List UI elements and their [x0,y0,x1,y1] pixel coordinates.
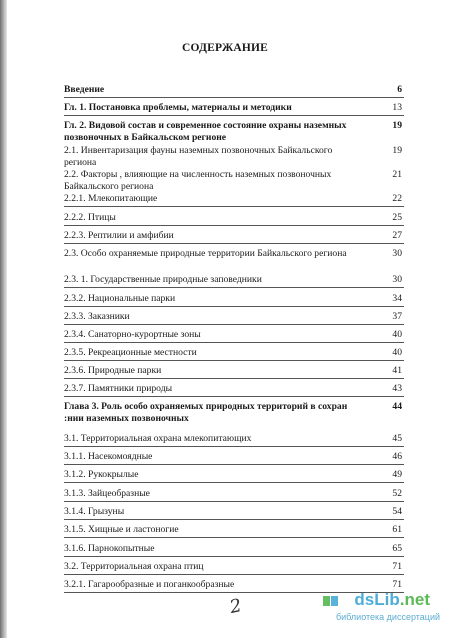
toc-page-number: 34 [392,293,402,304]
divider-line [64,378,404,379]
toc-page-number: 45 [392,433,402,444]
toc-page-number: 71 [392,579,402,590]
toc-page-number: 65 [392,543,402,554]
watermark-caption: библиотека диссертаций [335,612,440,622]
toc-page-number: 27 [392,230,402,241]
toc-page-number: 25 [392,212,402,223]
divider-line [64,243,404,244]
toc-page-number: 54 [392,506,402,517]
toc-entry-2-2: 2.2. Факторы , влияющие на численность наземных позвоночных Байкальского региона 21 [64,169,402,192]
toc-entry-3-1: 3.1. Территориальная охрана млекопитающих 45 [64,433,402,444]
toc-entry-2-3-7: 2.3.7. Памятники природы 43 [64,383,402,394]
toc-page-number: 30 [392,274,402,285]
watermark-logo: dsLib.net [354,590,430,609]
toc-entry-3-1-1: 3.1.1. Насекомоядные 46 [64,451,402,462]
handwritten-page-number: 2 [227,595,244,618]
divider-line [64,306,404,307]
divider-line [64,287,404,288]
toc-entry-2-3-6: 2.3.6. Природные парки 41 [64,365,402,376]
toc-entry-2-3-1: 2.3. 1. Государственные природные заповедники 30 [64,274,402,285]
toc-entry-2-3: 2.3. Особо охраняемые природные территории Байкальского региона 30 [64,248,402,259]
divider-line [64,97,404,98]
toc-entry-chapter-1: Гл. 1. Постановка проблемы, материалы и методики 13 [64,102,402,113]
divider-line [64,206,404,207]
toc-entry-2-2-2: 2.2.2. Птицы 25 [64,212,402,223]
toc-entry-2-3-4: 2.3.4. Санаторно-курортные зоны 40 [64,329,402,340]
toc-entry-2-3-5: 2.3.5. Рекреационные местности 40 [64,347,402,358]
divider-line [64,556,404,557]
toc-page-number: 52 [392,488,402,499]
toc-entry-3-1-2: 3.1.2. Рукокрылые 49 [64,469,402,480]
toc-page-number: 30 [392,248,402,259]
divider-line [64,396,404,397]
divider-line [64,115,404,116]
divider-line [64,482,404,483]
toc-entry-3-2-1: 3.2.1. Гагарообразные и поганкообразные 71 [64,579,402,590]
toc-entry-2-2-1: 2.2.1. Млекопитающие 22 [64,193,402,204]
toc-page-number: 21 [392,169,402,180]
divider-line [64,574,404,575]
divider-line [64,519,404,520]
toc-page-number: 40 [392,329,402,340]
toc-page-number: 22 [392,193,402,204]
document-title: СОДЕРЖАНИЕ [181,42,269,54]
divider-line [64,446,404,447]
toc-entry-3-1-4: 3.1.4. Грызуны 54 [64,506,402,517]
divider-line [64,324,404,325]
toc-entry-3-2: 3.2. Территориальная охрана птиц 71 [64,561,402,572]
divider-line [64,537,404,538]
divider-line [64,342,404,343]
toc-page-number: 40 [392,347,402,358]
divider-line [64,360,404,361]
toc-page-number: 6 [397,84,402,95]
toc-entry-2-3-2: 2.3.2. Национальные парки 34 [64,293,402,304]
toc-entry-3-1-3: 3.1.3. Зайцеобразные 52 [64,488,402,499]
toc-page-number: 19 [392,145,402,156]
toc-page-number: 19 [392,120,402,131]
dslib-watermark [330,590,442,630]
toc-entry-chapter-3: Глава 3. Роль особо охраняемых природных территорий в сохран :нии наземных позвоночных 44 [64,401,402,424]
toc-entry-2-1: 2.1. Инвентаризация фауны наземных позвоночных Байкальского региона 19 [64,145,402,168]
toc-entry-3-1-5: 3.1.5. Хищные и ластоногие 61 [64,524,402,535]
divider-line [64,501,404,502]
toc-entry-chapter-2: Гл. 2. Видовой состав и современное состояние охраны наземных позвоночных в Байкальском регионе 19 [64,120,402,143]
toc-entry-introduction: Введение 6 [64,84,402,95]
dslib-logo-icon [322,594,340,608]
toc-page-number: 37 [392,311,402,322]
toc-page-number: 41 [392,365,402,376]
toc-page-number: 43 [392,383,402,394]
toc-entry-3-1-6: 3.1.6. Парнокопытные 65 [64,543,402,554]
toc-page-number: 61 [392,524,402,535]
toc-entry-2-3-3: 2.3.3. Заказники 37 [64,311,402,322]
divider-line [64,225,404,226]
toc-page-number: 46 [392,451,402,462]
toc-page-number: 49 [392,469,402,480]
toc-page-number: 71 [392,561,402,572]
toc-page-number: 13 [392,102,402,113]
toc-entry-2-2-3: 2.2.3. Рептилии и амфибии 27 [64,230,402,241]
toc-page-number: 44 [392,401,402,412]
divider-line [64,464,404,465]
